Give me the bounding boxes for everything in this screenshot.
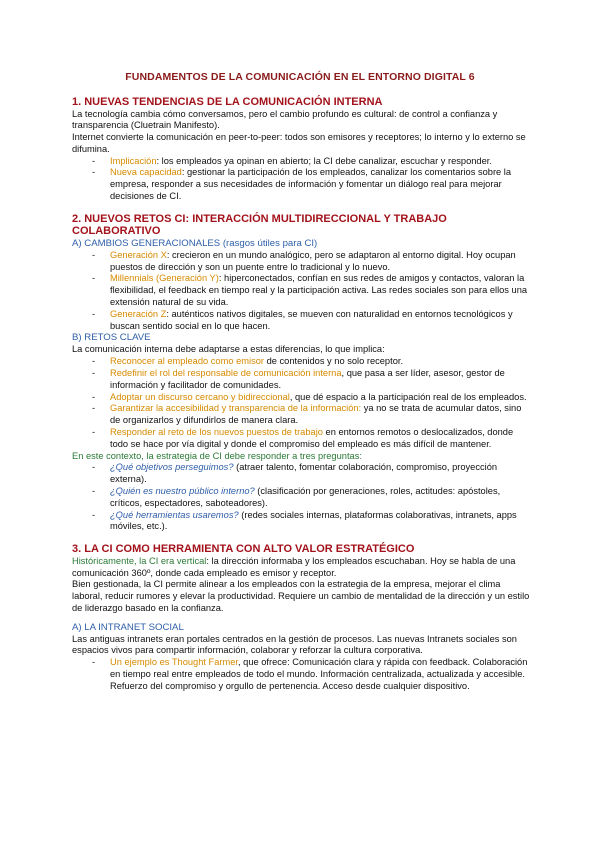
list-item: [72, 403, 530, 427]
list-item-text: : hiperconectados, confían en sus redes de amigos y contactos, valoran la flexibilidad, el feedback en tiempo real y la participación activa. Las redes sociales son para ellos una extensión natural de su vida.: [110, 273, 528, 308]
section-3-paragraph-3: Las antiguas intranets eran portales centrados en la gestión de procesos. Las nuevas Intranets sociales son espacios vivos para compartir información, colaborar y reforzar la cultura corporativa.: [72, 633, 517, 656]
list-item: [72, 250, 530, 274]
section-3-subheading-a: A) LA INTRANET SOCIAL: [72, 621, 184, 633]
document-body: [72, 96, 530, 693]
list-item: [72, 309, 530, 333]
list-item: [72, 156, 530, 168]
list-item: [72, 427, 530, 451]
list-item: [72, 167, 530, 202]
list-item-label: Nueva capacidad: [110, 167, 182, 178]
paragraph-text: : la dirección informaba y los empleados escuchaban. Hoy se habla de una comunicación 360º, donde cada empleado es emisor y receptor.: [72, 555, 516, 578]
list-item-label: ¿Quién es nuestro público interno?: [110, 486, 255, 497]
list-item-text: , que ofrece: Comunicación clara y rápida con feedback. Colaboración en tiempo real entre empleados de todo el mundo. Información centralizada, actualizada y accesible. Refuerzo del compromiso y orgullo de pertenencia. Acceso desde cualquier dispositivo.: [110, 657, 528, 691]
list-item-label: Generación Z: [110, 308, 167, 319]
section-3-list: [72, 657, 530, 692]
list-item-text: en entornos remotos o deslocalizados, donde todo se hace por vía digital y donde el compromiso del empleado es más difícil de mantener.: [110, 427, 514, 449]
document-title: FUNDAMENTOS DE LA COMUNICACIÓN EN EL ENTORNO DIGITAL 6: [125, 71, 475, 83]
list-item-label: Generación X: [110, 249, 167, 260]
list-item: [72, 462, 530, 486]
list-item-text: : auténticos nativos digitales, se mueven con naturalidad en entornos tecnológicos y buscan sentido social en lo que hacen.: [110, 308, 513, 331]
list-item: [72, 657, 530, 692]
section-1-list: [72, 156, 530, 203]
list-item-text: : los empleados ya opinan en abierto; la CI debe canalizar, escuchar y responder.: [156, 155, 492, 166]
list-item-label: Responder al reto de los nuevos puestos de trabajo: [110, 427, 323, 438]
list-item: [72, 368, 530, 392]
section-3-heading: 3. LA CI COMO HERRAMIENTA CON ALTO VALOR ESTRATÉGICO: [72, 543, 415, 556]
list-item-text: : gestionar la participación de los empleados, canalizar los comentarios sobre la empresa, responder a sus necesidades de información y fomentar un diálogo real para mejorar decisiones de CI.: [110, 167, 512, 202]
retos-list: [72, 356, 530, 450]
list-item-label: Implicación: [110, 155, 157, 166]
list-item-text: ya no se trata de acumular datos, sino de organizarlos y difundirlos de manera clara.: [110, 403, 522, 426]
strategy-line: En este contexto, la estrategia de CI debe responder a tres preguntas:: [72, 450, 362, 461]
section-2-heading: 2. NUEVOS RETOS CI: INTERACCIÓN MULTIDIRECCIONAL Y TRABAJO COLABORATIVO: [72, 212, 447, 238]
questions-list: [72, 462, 530, 533]
list-item: [72, 273, 530, 308]
list-item-label: Un ejemplo es Thought Farmer: [110, 657, 238, 668]
list-item: [72, 356, 530, 368]
list-item-text: , que pasa a ser líder, asesor, gestor de información y facilitador de comunidades.: [110, 368, 505, 390]
section-2-subheading-b: B) RETOS CLAVE: [72, 332, 151, 344]
section-3-paragraph-1: [72, 556, 530, 580]
section-2-subheading-a: A) CAMBIOS GENERACIONALES (rasgos útiles para CI): [72, 237, 318, 249]
generations-list: [72, 250, 530, 333]
section-3-paragraph-2: Bien gestionada, la CI permite alinear a los empleados con la estrategia de la empresa, mejorar el clima laboral, reducir rumores y elevar la productividad. Requiere un cambio de mentalidad de la dirección y un estilo de liderazgo basado en la confianza.: [72, 579, 530, 613]
section-1-heading: 1. NUEVAS TENDENCIAS DE LA COMUNICACIÓN INTERNA: [72, 96, 383, 108]
section-1-paragraph-1: La tecnología cambia cómo conversamos, pero el cambio profundo es cultural: de control a confianza y transparencia (Cluetrain Manifesto).: [72, 108, 498, 131]
list-item-text: , que dé espacio a la participación real de los empleados.: [289, 391, 527, 402]
list-item-label: ¿Qué objetivos perseguimos?: [110, 462, 234, 473]
list-item-text: (atraer talento, fomentar colaboración, compromiso, proyección externa).: [110, 462, 498, 485]
list-item-label: ¿Qué herramientas usaremos?: [110, 509, 239, 520]
paragraph-label: Históricamente, la CI era vertical: [72, 555, 207, 566]
list-item-label: Millennials (Generación Y): [110, 273, 219, 284]
list-item-label: Redefinir el rol del responsable de comunicación interna: [110, 368, 342, 379]
list-item-text: (clasificación por generaciones, roles, actitudes: apóstoles, críticos, espectadores, saboteadores).: [110, 486, 501, 508]
list-item-text: : crecieron en un mundo analógico, pero se adaptaron al entorno digital. Hoy ocupan puestos de dirección y son un puente entre lo tradicional y lo nuevo.: [110, 249, 516, 272]
list-item: [72, 486, 530, 510]
section-2-intro-b: La comunicación interna debe adaptarse a estas diferencias, lo que implica:: [72, 344, 385, 355]
list-item: [72, 510, 530, 534]
list-item-label: Garantizar la accesibilidad y transparencia de la información:: [110, 403, 362, 414]
list-item: [72, 392, 530, 404]
section-1-paragraph-2: Internet convierte la comunicación en peer-to-peer: todos son emisores y receptores; lo interno y lo externo se difumina.: [72, 132, 526, 154]
list-item-label: Reconocer al empleado como emisor: [110, 356, 264, 367]
list-item-text: de contenidos y no solo receptor.: [264, 356, 404, 367]
list-item-label: Adoptar un discurso cercano y bidireccional: [110, 391, 290, 402]
list-item-text: (redes sociales internas, plataformas colaborativas, intranets, apps móviles, etc.).: [110, 509, 517, 532]
